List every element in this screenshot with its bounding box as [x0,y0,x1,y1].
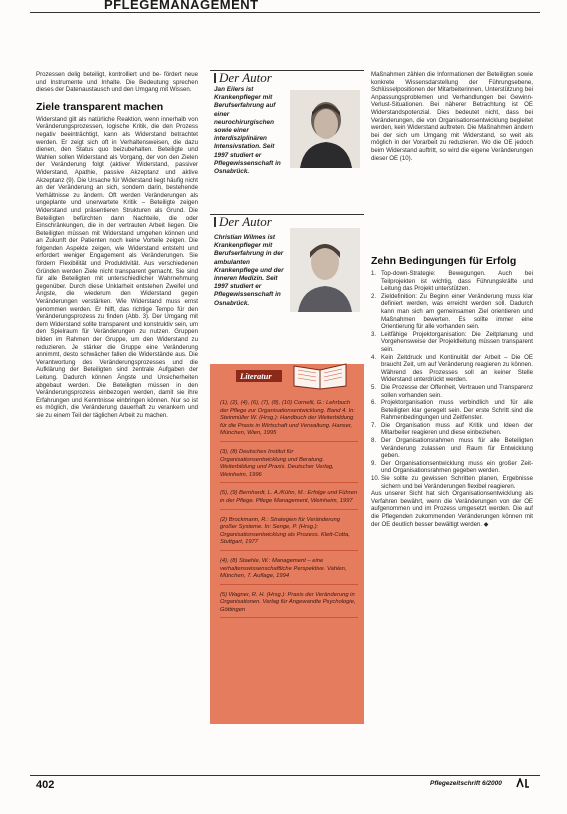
conditions-heading: Zehn Bedingungen für Erfolg [371,255,517,267]
author-bio-1: Jan Eilers ist Krankenpfleger mit Berufserfahrung auf einer neurochirurgischen sowie einer interdisziplinären Intensivstation. Seit 1997 studiert er Pflegewissenschaft in Osnabrück. [214,86,281,176]
literature-ref: (1), (2), (4), (6), (7), (8), (10) Cornelli, G.: Lehrbuch der Pflege zur Organisationsentwicklung. Band 4. In: Steinmüller W. (Hrsg.): Handbuch der Weiterbildung für die Praxis in Wirtschaft und Verwaltung. Hanser, München, Wien, 1995 [220,400,358,442]
author-box-2 [210,214,364,344]
literature-ref: (5), (9) Bernhardt, L. A./Kühn, M.: Erfolge und Führen in der Pflege. Pflege Management, Weinheim, 1997 [220,490,358,509]
condition-item: 1. Top-down-Strategie: Bewegungen. Auch bei Teilprojekten ist wichtig, dass Führungskräfte und Leitung das Projekt unterstützen. [371,270,533,293]
literature-ref: (2) Brockmann, R.: Strategien für Veränderung großer Systeme. In: Senge, P. (Hrsg.): Organisationsentwicklung als Prozess. Klett-Cotta, Stuttgart, 1977 [220,517,358,551]
condition-item: 6. Projektorganisation muss verbindlich und für alle Beteiligten klar geregelt sein. Der erste Schritt sind die Rahmenbedingungen und Zeitfenster. [371,399,533,422]
literature-list [220,400,358,625]
condition-item: 5. Die Prozesse der Offenheit, Vertrauen und Transparenz sollen vorhanden sein. [371,383,533,399]
literature-ref: (5) Wagner, R. H. (Hrsg.): Praxis der Veränderung in Organisationen. Verlag für Angewandte Psychologie, Göttingen [220,592,358,619]
header-rule [30,12,540,13]
portrait-photo-icon [290,228,360,312]
left-column [36,71,198,420]
author-box-1 [210,70,364,190]
closing-paragraph: Aus unserer Sicht hat sich Organisationsentwicklung als Verfahren bewährt, wenn die Veränderungen von der OE aufgenommen und im Prozess umgesetzt werden. Die auf die Pflegenden zukommenden Veränderungen können mit der OE deutlich besser bewältigt werden. ◆ [371,490,533,528]
portrait-photo-icon [290,90,360,168]
right-column-intro [371,71,533,162]
literature-ref: (3), (8) Deutsches Institut für Organisationsentwicklung und Beratung. Weiterbildung und Praxis. Deutscher Verlag, Weinheim, 1996 [220,449,358,483]
right-intro: Maßnahmen zählen die Informationen der Beteiligten sowie konkrete Wissensdarstellung der Führungsebene, Schlüsselpositionen der Mitarbeiterinnen, Unterstützung bei Anpassungsproblemen und Verhandlungen bei Gewinn-Verlust-Situationen. Bei näherer Betrachtung ist OE Widerstandspotenzial. Dies bedeutet nicht, dass bei Veränderungen, die von Organisationsentwicklung begleitet werden, kein Widerstand auftreten. Die Maßnahmen ändern bei der sich um Umgang mit Widerstand, so weit als möglich in der Vorarbeit zu reduzieren. Wo die OE jedoch beim Widerstand auftritt, so wird die eigene Veränderungen dieser OE (10). [371,71,533,162]
condition-item: 3. Leitfähige Projektorganisation: Die Zeitplanung und Vorgehensweise der Projektleitung müssen transparent sein. [371,330,533,353]
left-intro: Prozessen delig beteiligt, kontrolliert und be- fördert neue und Instrumente und Inhalte. Die Bedeutung sprechen dieses der Datenaustausch und den Umgang mit Wissen. [36,71,198,94]
condition-item: 4. Kein Zeitdruck und Kontinuität der Arbeit – Die OE braucht Zeit, um auf Veränderung reagieren zu können. Während des Prozesses soll an keiner Stelle Widerstand unterdrückt werden. [371,353,533,384]
page-number: 402 [36,779,55,791]
conditions-section [371,248,533,528]
condition-item: 2. Zieldefinition: Zu Beginn einer Veränderung muss klar definiert werden, was erreicht werden soll. Dadurch kann man sich am gemeinsamen Ziel orientieren und Maßnahmen bewerten. Es sollte immer eine Orientierung für alle vorhanden sein. [371,292,533,331]
journal-name: Pflegezeitschrift 6/2000 [430,780,502,787]
page-header [0,0,567,14]
literature-box [210,364,364,724]
open-book-icon [292,358,348,390]
author-photo-1 [290,90,360,168]
author-heading-2: Der Autor [210,214,364,228]
condition-item: 8. Der Organisationsrahmen muss für alle Beteiligten Veränderung zulassen und Raum für Entwicklung geben. [371,437,533,460]
left-body: Widerstand gilt als natürliche Reaktion, wenn innerhalb von Veränderungsprozessen, logische Kritik, die den Prozess negativ beeinträchtigt, kann als Widerstand betrachtet werden. Er zeigt sich oft in Verhaltensweisen, die dazu dienen, den Status quo beizubehalten. Beteiligte und Wahlen sollen Widerstand als Vorgang, der von den Zielen der Veränderung folgt (aktiver Widerstand, passiver Widerstand, Apathie, passive Akzeptanz und aktive Akzeptanz (9). Die Ursache für Widerstand liegt häufig nicht an der Veränderung an sich, sondern darin, bestehende Verhältnisse zu ändern. Oft werden Veränderungen als ungeplante und unerwartete Kritik – Beteiligte zeigen Widerstand und präsentieren Strukturen als Grund. Die Beteiligten befürchten dann Nachteile, die oder Einschränkungen, die in der vertrauten Arbeit liegen. Die Beteiligten müssen mit Widerstand umgehen können und an Zukunft der Patienten noch keine Vorteile zeigen. Die folgenden Aspekte zeigen, wie Widerstand entsteht und erfordert weniger Engagement als Veränderungen. Sie fördern Flexibilität und Produktivität. Aus verschiedenen Gründen werden Ziele nicht transparent gemacht. Sie sind für alle Beteiligten mit unterschiedlicher Wahrnehmung gegenüber. Durch diese Unklarheit entstehen Zweifel und Ängste, die wiederum den Widerstand gegen Veränderungen verstärken. Wie Widerstand muss ernst genommen werden. Er hilft, das richtige Tempo für den Veränderungsprozess zu finden (Abb. 3). Der Umgang mit dem Widerstand sollte transparent und konstruktiv sein, um den Spielraum für Veränderungen zu nutzen. Gruppen bilden im Rahmen der Gruppe, um den Widerstand zu reduzieren. Je stärker die Gruppe eine Veränderung annimmt, desto schwächer fallen die Widerstände aus. Die Verantwortung des Veränderungsprozesses und die Aufklärung der Beteiligten sind zentrale Aufgaben der Leitung. Dadurch können Ängste und Unsicherheiten abgebaut werden. Die Beteiligten müssen in den Veränderungsprozess einbezogen werden, damit sie ihre Erfahrungen und Kenntnisse einbringen können. Nur so ist es möglich, die Veränderung dauerhaft zu verankern und sie zu einem Teil der täglichen Arbeit zu machen. [36,115,198,419]
author-heading-1: Der Autor [210,70,364,84]
author-bio-2: Christian Wilmes ist Krankenpfleger mit Berufserfahrung in der ambulanten Krankenpflege und der inneren Medizin. Seit 1997 studiert er Pflegewissenschaft in Osnabrück. [214,234,284,307]
journal-logo-icon [516,778,530,788]
literature-ref: (4), (8) Staehle, W.: Management – eine verhaltenswissenschaftliche Perspektive. Vahlen, München, 7. Auflage, 1994 [220,558,358,585]
condition-item: 9. Der Organisationsentwicklung muss ein großer Zeit- und Organisationsrahmen gegeben werden. [371,459,533,475]
condition-item: 10. Sie sollte zu gewissen Schritten planen, Ergebnisse sichern und bei Veränderungen flexibel reagieren. [371,475,533,490]
section-title: PFLEGEMANAGEMENT [104,0,259,12]
author-photo-2 [290,228,360,312]
literature-tab: Literatur [236,370,282,382]
left-section-heading: Ziele transparent machen [36,100,164,113]
footer-rule [30,775,540,776]
condition-item: 7. Die Organisation muss auf Kritik und Ideen der Mitarbeiter reagieren und diese einbeziehen. [371,421,533,437]
conditions-list [371,270,533,490]
